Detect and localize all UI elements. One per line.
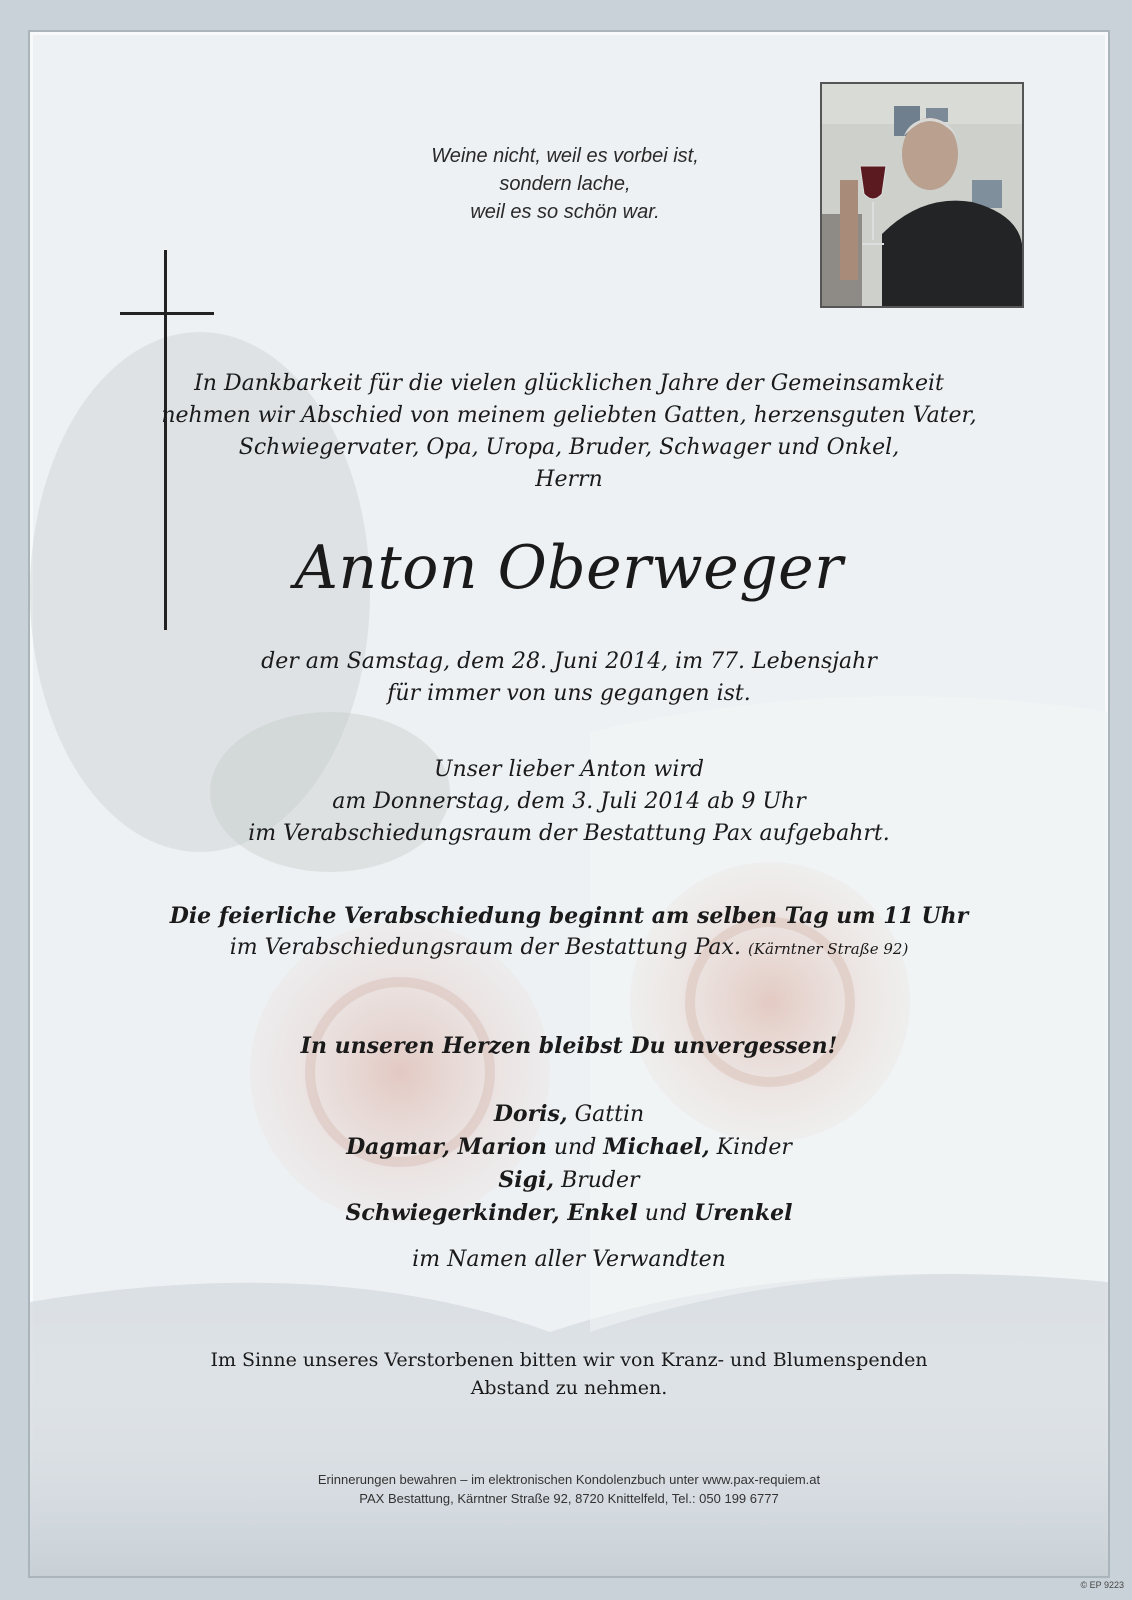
family-list <box>30 1098 1108 1230</box>
family-name: Doris, <box>493 1101 568 1127</box>
footer-line: Erinnerungen bewahren – im elektronischen Kondolenzbuch unter www.pax-requiem.at <box>317 1472 821 1487</box>
death-line: für immer von uns gegangen ist. <box>387 681 751 706</box>
wake-line: am Donnerstag, dem 3. Juli 2014 ab 9 Uhr <box>332 789 806 814</box>
family-name: Michael, <box>603 1134 710 1160</box>
family-name: Urenkel <box>694 1200 793 1226</box>
family-connector: und <box>644 1201 688 1226</box>
service-line: im Verabschiedungsraum der Bestattung Pax. <box>229 935 741 960</box>
death-notice <box>30 646 1108 710</box>
names-all: im Namen aller Verwandten <box>412 1247 726 1272</box>
flowers-line: Abstand zu nehmen. <box>470 1377 668 1399</box>
copyright: © EP 9223 <box>1080 1580 1124 1590</box>
wake-line: im Verabschiedungsraum der Bestattung Pax aufgebahrt. <box>248 821 890 846</box>
flowers-line: Im Sinne unseres Verstorbenen bitten wir von Kranz- und Blumenspenden <box>210 1349 928 1371</box>
family-role: Bruder <box>561 1168 640 1193</box>
quote-line: sondern lache, <box>499 173 631 195</box>
cross-horizontal <box>120 312 214 315</box>
quote <box>370 142 760 226</box>
portrait-photo <box>820 82 1024 308</box>
wake-line: Unser lieber Anton wird <box>433 757 704 782</box>
family-role: Kinder <box>716 1135 792 1160</box>
intro-line: Schwiegervater, Opa, Uropa, Bruder, Schwager und Onkel, <box>238 435 900 460</box>
footer <box>30 1470 1108 1508</box>
family-name: Dagmar, Marion <box>346 1134 547 1160</box>
flowers-request <box>30 1346 1108 1402</box>
deceased-name: Anton Oberweger <box>294 533 844 603</box>
service-notice <box>30 900 1108 965</box>
footer-line: PAX Bestattung, Kärntner Straße 92, 8720 Knittelfeld, Tel.: 050 199 6777 <box>359 1491 779 1506</box>
intro-line: Herrn <box>535 467 603 492</box>
intro-line: In Dankbarkeit für die vielen glücklichen Jahre der Gemeinsamkeit <box>194 371 944 396</box>
family-name: Schwiegerkinder, Enkel <box>345 1200 638 1226</box>
obituary-sheet <box>28 30 1110 1578</box>
family-role: Gattin <box>574 1102 645 1127</box>
service-line: Die feierliche Verabschiedung beginnt am selben Tag um 11 Uhr <box>169 903 969 929</box>
intro-text <box>30 368 1108 496</box>
death-line: der am Samstag, dem 28. Juni 2014, im 77. Lebensjahr <box>261 649 877 674</box>
quote-line: Weine nicht, weil es vorbei ist, <box>431 145 699 167</box>
service-address: (Kärntner Straße 92) <box>747 940 909 958</box>
family-connector: und <box>553 1135 597 1160</box>
quote-line: weil es so schön war. <box>470 201 660 223</box>
family-name: Sigi, <box>498 1167 555 1193</box>
motto: In unseren Herzen bleibst Du unvergessen! <box>300 1033 838 1059</box>
intro-line: nehmen wir Abschied von meinem geliebten Gatten, herzensguten Vater, <box>161 403 977 428</box>
wake-notice <box>30 754 1108 850</box>
